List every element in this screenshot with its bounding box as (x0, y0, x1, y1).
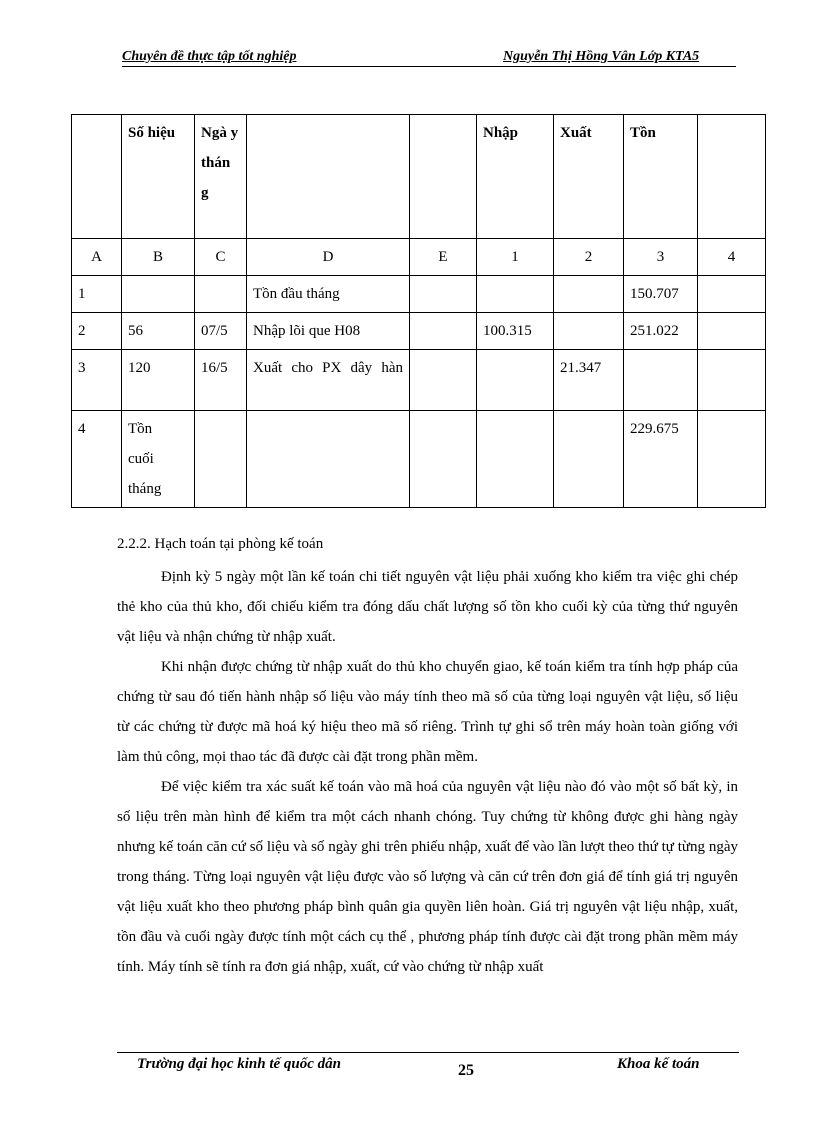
table-header-row (72, 115, 766, 239)
table-cell (122, 276, 195, 313)
table-column-code: D (247, 239, 410, 276)
footer-department: Khoa kế toán (617, 1056, 700, 1072)
paragraph: Định kỳ 5 ngày một lần kế toán chi tiết nguyên vật liệu phải xuống kho kiểm tra việc ghi chép thẻ kho của thủ kho, đối chiếu kiểm tra đóng dấu chất lượng số tồn kho cuối kỳ của từng thứ nguyên vật liệu và nhận chứng từ nhập xuất. (117, 569, 738, 645)
table-cell (554, 411, 624, 508)
table-cell: 4 (72, 411, 122, 508)
table-cell (477, 350, 554, 411)
table-row (72, 411, 766, 508)
table-column-code: 4 (698, 239, 766, 276)
table-cell: 21.347 (554, 350, 624, 411)
table-cell (698, 350, 766, 411)
table-column-code: B (122, 239, 195, 276)
table-column-code-row (72, 239, 766, 276)
table-header-cell: Số hiệu (122, 115, 195, 239)
footer-university: Trường đại học kinh tế quốc dân (137, 1056, 342, 1072)
table-cell (554, 276, 624, 313)
table-cell: Tồn đầu tháng (247, 276, 410, 313)
table-cell: 229.675 (624, 411, 698, 508)
table-cell: 2 (72, 313, 122, 350)
table-cell (477, 276, 554, 313)
table-header-cell (698, 115, 766, 239)
section-heading: 2.2.2. Hạch toán tại phòng kế toán (117, 536, 324, 552)
table-cell: 100.315 (477, 313, 554, 350)
table-cell (410, 313, 477, 350)
table-cell (410, 350, 477, 411)
table-cell: 07/5 (195, 313, 247, 350)
table-cell (195, 276, 247, 313)
table-cell: 56 (122, 313, 195, 350)
table-column-code: 2 (554, 239, 624, 276)
footer-rule (117, 1052, 739, 1053)
table-header-cell (410, 115, 477, 239)
table-cell: 120 (122, 350, 195, 411)
table-cell (624, 350, 698, 411)
table-cell (698, 411, 766, 508)
table-row (72, 350, 766, 411)
table-cell (477, 411, 554, 508)
table-cell: Xuất cho PX dây hàn (247, 350, 410, 411)
table-header-cell (247, 115, 410, 239)
header-author: Nguyễn Thị Hồng Vân Lớp KTA5 (503, 49, 700, 64)
table-cell: Tồn cuối tháng (122, 411, 195, 508)
inventory-ledger-table (71, 114, 766, 508)
table-cell: 150.707 (624, 276, 698, 313)
table-column-code: E (410, 239, 477, 276)
table-cell (247, 411, 410, 508)
table-cell (410, 276, 477, 313)
table-cell (554, 313, 624, 350)
table-cell (195, 411, 247, 508)
table-cell: 251.022 (624, 313, 698, 350)
table-header-cell: Nhập (477, 115, 554, 239)
table-header-cell: Ngà y thán g (195, 115, 247, 239)
table-cell: 1 (72, 276, 122, 313)
header-title: Chuyên đề thực tập tốt nghiệp (122, 49, 297, 64)
table-column-code: A (72, 239, 122, 276)
table-header-cell: Tồn (624, 115, 698, 239)
paragraph: Để việc kiểm tra xác suất kế toán vào mã hoá của nguyên vật liệu nào đó vào một số bất kỳ, in số liệu trên màn hình để kiểm tra một cách nhanh chóng. Tuy chứng từ không được ghi hàng ngày nhưng kế toán căn cứ số liệu và số ngày ghi trên phiếu nhập, xuất để vào lần lượt theo thứ tự từng ngày trong tháng. Từng loại nguyên vật liệu được vào số lượng và căn cứ trên đơn giá để tính giá trị nguyên vật liệu xuất kho theo phương pháp bình quân gia quyền liên hoàn. Giá trị nguyên vật liệu nhập, xuất, tồn đầu và cuối ngày được tính một cách cụ thể , phương pháp tính được cài đặt trong phần mềm máy tính. Máy tính sẽ tính ra đơn giá nhập, xuất, cứ vào chứng từ nhập xuất (117, 779, 738, 975)
header-rule (122, 66, 736, 67)
body-text (117, 562, 738, 982)
table-cell (410, 411, 477, 508)
table-cell: 3 (72, 350, 122, 411)
table-header-cell: Xuất (554, 115, 624, 239)
table-cell (698, 313, 766, 350)
table-column-code: C (195, 239, 247, 276)
table-header-cell (72, 115, 122, 239)
table-cell: Nhập lõi que H08 (247, 313, 410, 350)
table-cell: 16/5 (195, 350, 247, 411)
table-column-code: 3 (624, 239, 698, 276)
table-row (72, 276, 766, 313)
table-column-code: 1 (477, 239, 554, 276)
table-row (72, 313, 766, 350)
paragraph: Khi nhận được chứng từ nhập xuất do thủ kho chuyển giao, kế toán kiểm tra tính hợp pháp của chứng từ sau đó tiến hành nhập số liệu vào máy tính theo mã số của từng loại nguyên vật liệu, số liệu từ các chứng từ được mã hoá ký hiệu theo mã số riêng. Trình tự ghi sổ trên máy hoàn toàn giống với làm thủ công, mọi thao tác đã được cài đặt trong phần mềm. (117, 659, 738, 765)
table-cell (698, 276, 766, 313)
page-number: 25 (458, 1062, 474, 1079)
